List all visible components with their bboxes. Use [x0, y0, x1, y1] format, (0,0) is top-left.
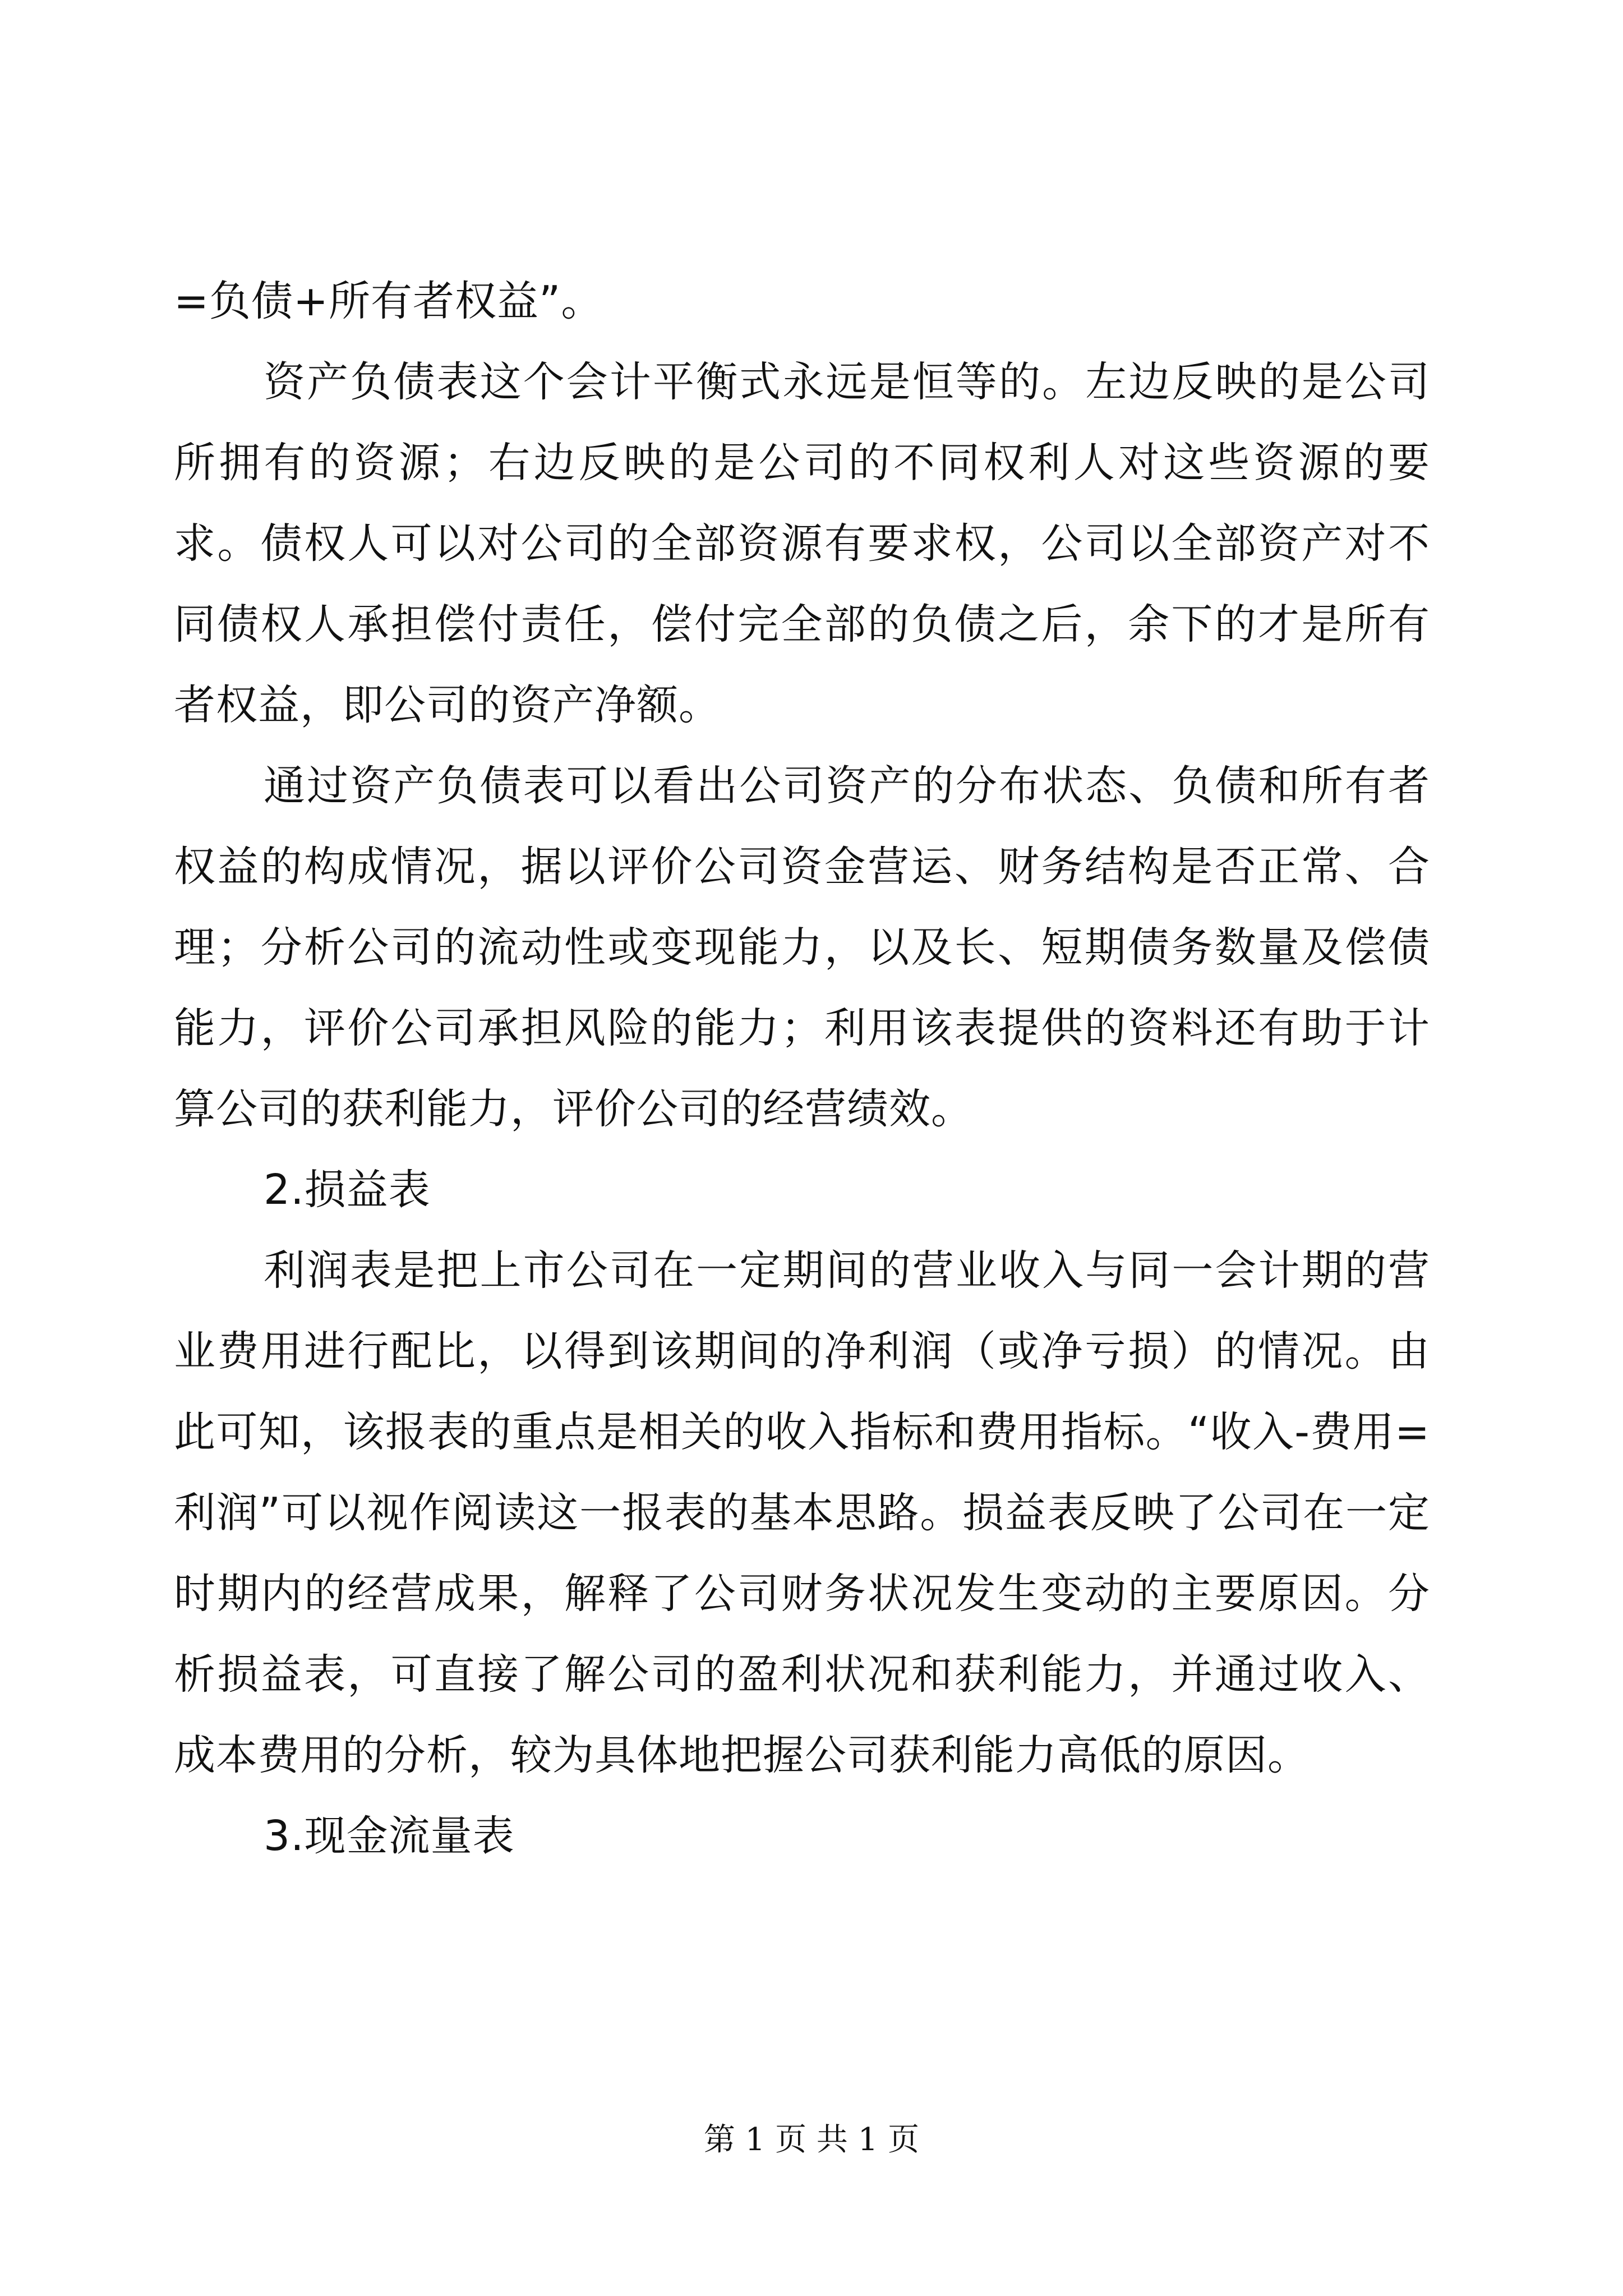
paragraph-income-statement: 利润表是把上市公司在一定期间的营业收入与同一会计期的营业费用进行配比，以得到该期间的净利润（或净亏损）的情况。由此可知，该报表的重点是相关的收入指标和费用指标。“收入-费用=利润”可以视作阅读这一报表的基本思路。损益表反映了公司在一定时期内的经营成果，解释了公司财务状况发生变动的主要原因。分析损益表，可直接了解公司的盈利状况和获利能力，并通过收入、成本费用的分析，较为具体地把握公司获利能力高低的原因。 [174, 1246, 1430, 1779]
paragraph-balance-sheet-analysis: 通过资产负债表可以看出公司资产的分布状态、负债和所有者权益的构成情况，据以评价公司资金营运、财务结构是否正常、合理；分析公司的流动性或变现能力，以及长、短期债务数量及偿债能力，评价公司承担风险的能力；利用该表提供的资料还有助于计算公司的获利能力，评价公司的经营绩效。 [174, 762, 1430, 1133]
paragraph-balance-sheet-equation: 资产负债表这个会计平衡式永远是恒等的。左边反映的是公司所拥有的资源；右边反映的是公司的不同权利人对这些资源的要求。债权人可以对公司的全部资源有要求权，公司以全部资产对不同债权人承担偿付责任，偿付完全部的负债之后，余下的才是所有者权益，即公司的资产净额。 [174, 358, 1430, 729]
section-heading-cash-flow: 3.现金流量表 [264, 1812, 515, 1860]
page-footer: 第 1 页 共 1 页 [703, 2122, 920, 2158]
paragraph-continuation: =负债+所有者权益”。 [174, 277, 603, 325]
section-heading-income-statement: 2.损益表 [264, 1166, 431, 1214]
document-body [174, 261, 1430, 1876]
